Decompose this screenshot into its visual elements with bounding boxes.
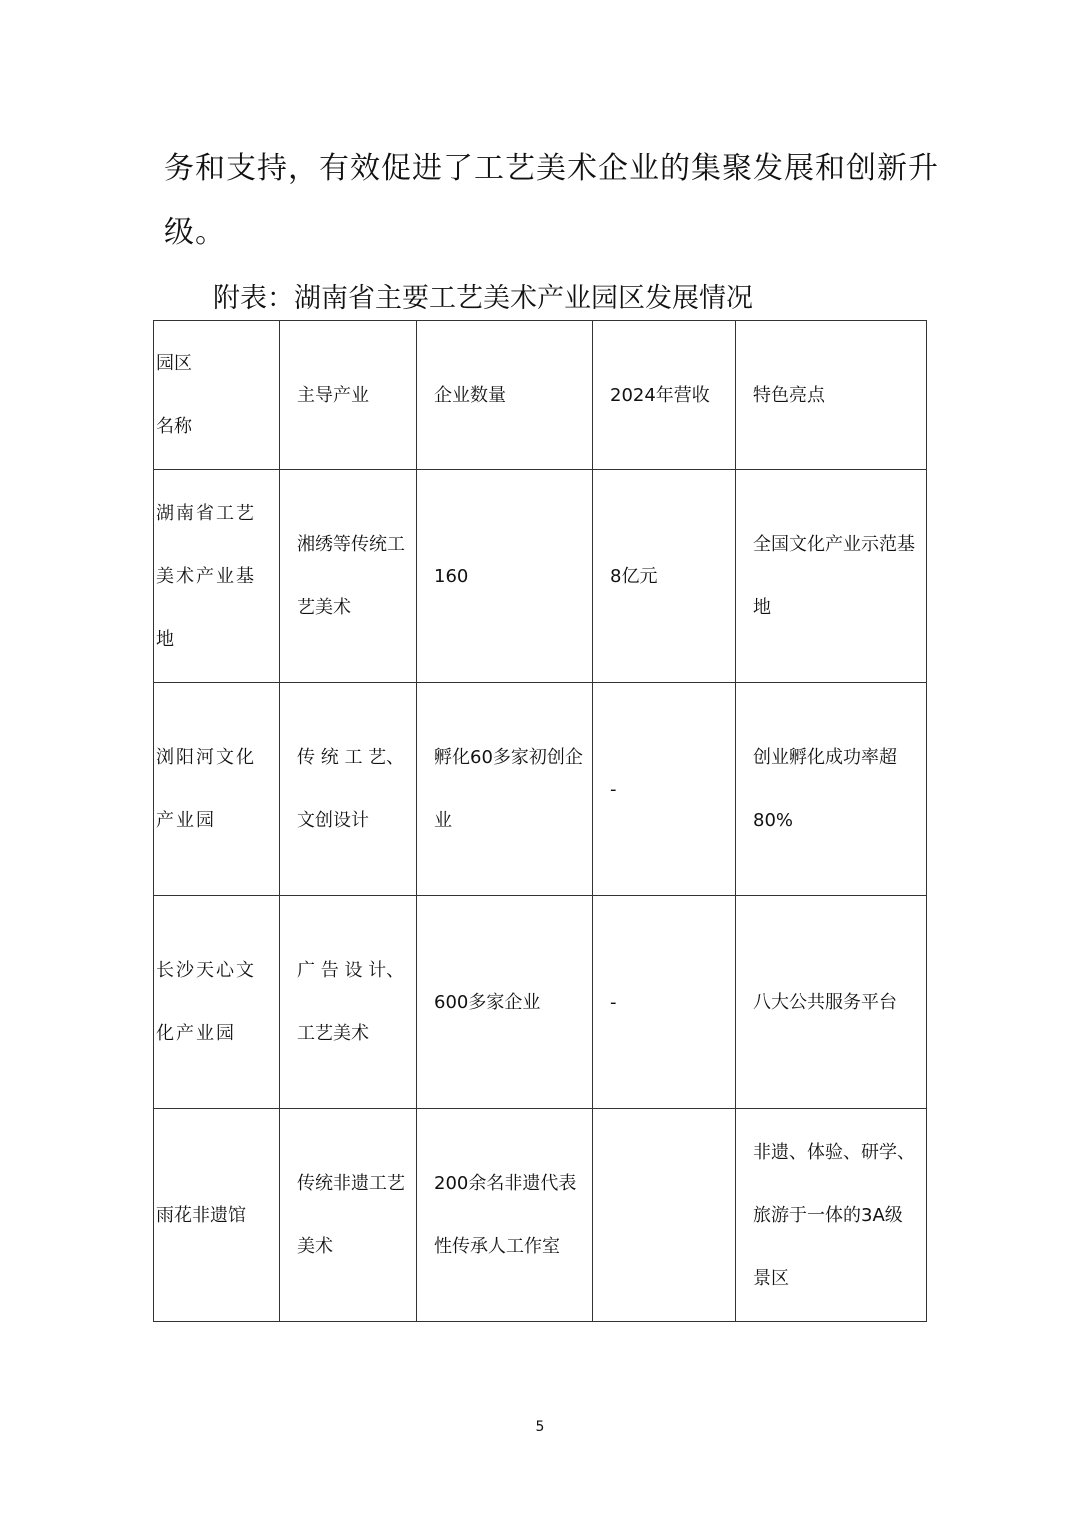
page-number: 5 [535, 1419, 545, 1435]
cell-highlights: 全国文化产业示范基地 [736, 470, 927, 683]
cell-park-name: 雨花非遗馆 [154, 1109, 280, 1322]
cell-enterprise-count: 160 [417, 470, 593, 683]
table-row [154, 1109, 927, 1322]
table-caption: 附表：湖南省主要工艺美术产业园区发展情况 [213, 283, 753, 314]
cell-revenue-2024: 8亿元 [593, 470, 736, 683]
header-park-name [154, 321, 280, 470]
cell-revenue-2024: - [593, 683, 736, 896]
cell-main-industry: 广 告 设 计、工艺美术 [280, 896, 417, 1109]
cell-main-industry: 传 统 工 艺、文创设计 [280, 683, 417, 896]
table-row [154, 896, 927, 1109]
cell-main-industry: 传统非遗工艺美术 [280, 1109, 417, 1322]
cell-highlights: 创业孵化成功率超80% [736, 683, 927, 896]
header-park-name-line-2: 名称 [156, 416, 192, 437]
cell-highlights: 八大公共服务平台 [736, 896, 927, 1109]
body-paragraph-line-1: 务和支持，有效促进了工艺美术企业的集聚发展和创新升 [164, 151, 939, 186]
cell-main-industry: 湘绣等传统工艺美术 [280, 470, 417, 683]
table-row [154, 683, 927, 896]
header-highlights: 特色亮点 [736, 321, 927, 470]
cell-enterprise-count: 200余名非遗代表性传承人工作室 [417, 1109, 593, 1322]
cell-park-name: 湖南省工艺美术产业基地 [154, 470, 280, 683]
cell-highlights: 非遗、体验、研学、旅游于一体的3A级景区 [736, 1109, 927, 1322]
header-enterprise-count: 企业数量 [417, 321, 593, 470]
table-row [154, 470, 927, 683]
body-paragraph-line-2: 级。 [164, 215, 226, 250]
cell-enterprise-count: 孵化60多家初创企业 [417, 683, 593, 896]
table-header-row [154, 321, 927, 470]
header-main-industry: 主导产业 [280, 321, 417, 470]
cell-revenue-2024: - [593, 896, 736, 1109]
cell-park-name: 浏阳河文化产业园 [154, 683, 280, 896]
park-development-table [153, 320, 927, 1322]
header-park-name-line-1: 园区 [156, 353, 192, 374]
cell-enterprise-count: 600多家企业 [417, 896, 593, 1109]
cell-revenue-2024 [593, 1109, 736, 1322]
header-revenue-2024: 2024年营收 [593, 321, 736, 470]
cell-park-name: 长沙天心文化产业园 [154, 896, 280, 1109]
